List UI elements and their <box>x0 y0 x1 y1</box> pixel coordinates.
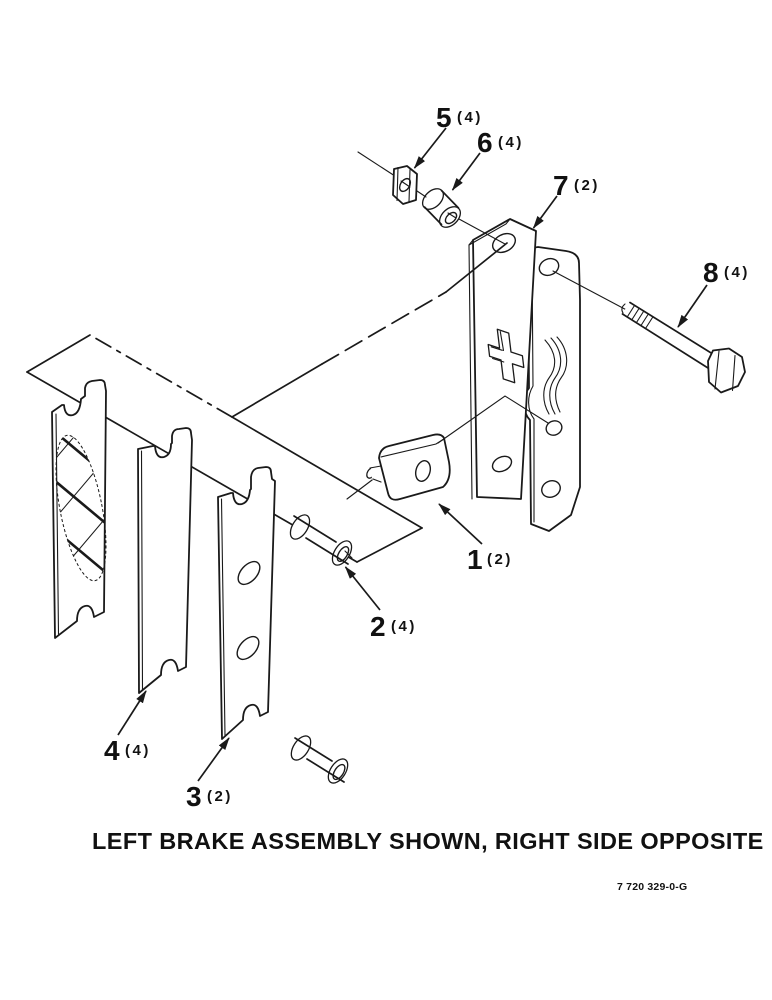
spacer-tube-lower <box>287 733 351 787</box>
bracket-plate <box>469 219 536 499</box>
callout-6-number: 6 <box>477 127 493 158</box>
spacer-tube <box>286 512 355 569</box>
diagram-caption: LEFT BRAKE ASSEMBLY SHOWN, RIGHT SIDE OPPOSITE <box>92 828 764 854</box>
leader-arrow-6 <box>453 153 481 190</box>
pin-axis-line <box>347 477 376 499</box>
callout-5-qty: (4) <box>457 109 483 126</box>
bolt-head <box>708 349 745 393</box>
callout-5-number: 5 <box>436 102 452 133</box>
leader-arrow-8 <box>678 285 707 327</box>
callout-7-qty: (2) <box>574 177 600 194</box>
callout-3-qty: (2) <box>207 788 233 805</box>
callout-6-qty: (4) <box>498 134 524 151</box>
callout-1-qty: (2) <box>487 551 513 568</box>
callout-8-qty: (4) <box>724 264 750 281</box>
leader-arrow-1 <box>439 504 482 544</box>
callout-1-number: 1 <box>467 544 483 575</box>
callout-7-number: 7 <box>553 170 569 201</box>
bushing <box>417 185 464 231</box>
brake-disc-plate <box>138 428 192 693</box>
anchor-bracket <box>365 434 450 499</box>
callout-8-number: 8 <box>703 257 719 288</box>
drawing-number: 7 720 329-0-G <box>617 881 688 893</box>
callout-4-number: 4 <box>104 735 120 766</box>
callout-2-number: 2 <box>370 611 386 642</box>
leader-arrow-3 <box>198 738 229 781</box>
leader-arrow-2 <box>346 567 381 610</box>
callout-3-number: 3 <box>186 781 202 812</box>
callout-4-qty: (4) <box>125 742 151 759</box>
callout-2-qty: (4) <box>391 618 417 635</box>
leader-arrow-4 <box>118 691 146 735</box>
hex-nut <box>393 166 417 204</box>
hex-bolt <box>622 302 745 393</box>
brake-actuator-plate <box>218 467 275 739</box>
fastener-axis-line <box>358 152 398 178</box>
leader-arrow-5 <box>415 128 447 168</box>
brake-lining-plate <box>12 372 152 640</box>
